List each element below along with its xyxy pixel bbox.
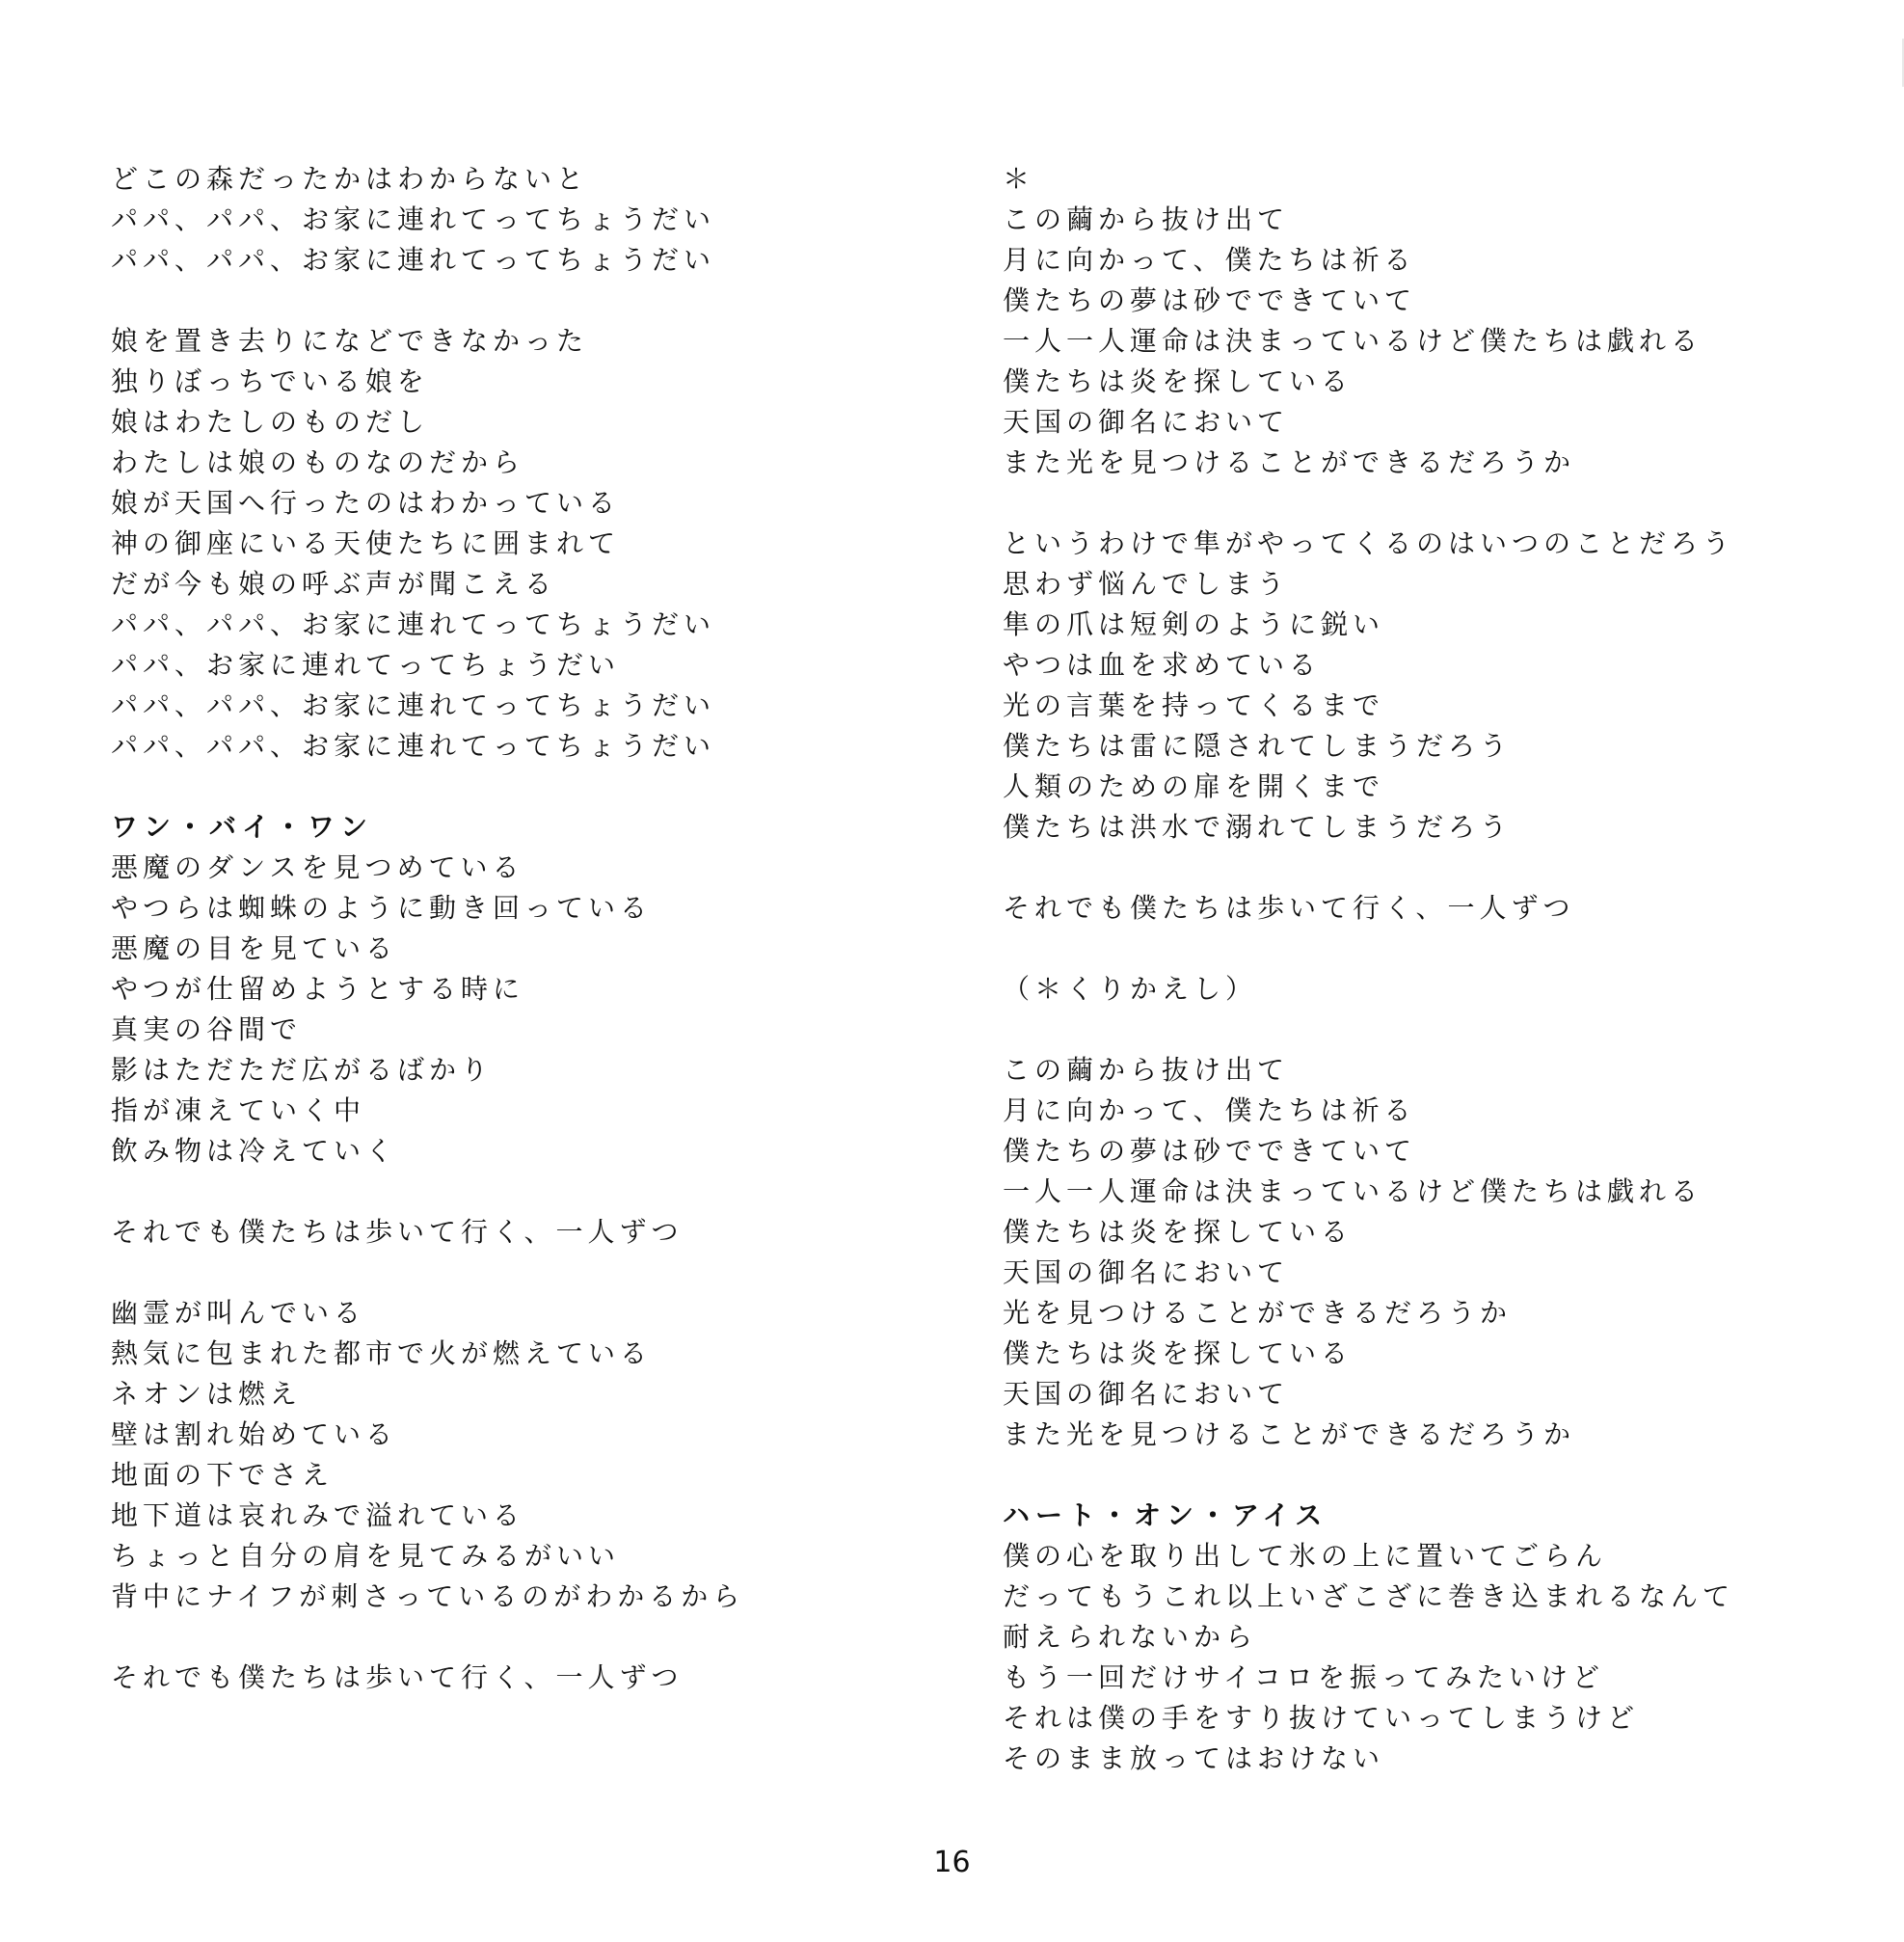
lyric-line: 幽霊が叫んでいる [111, 1297, 366, 1329]
stanza-break [111, 1172, 882, 1212]
song-title: ハート・オン・アイス [1003, 1499, 1328, 1531]
lyric-line: この繭から抜け出て [1003, 203, 1290, 235]
lyric-line: 僕たちは洪水で溺れてしまうだろう [1003, 811, 1513, 843]
lyric-line: 背中にナイフが刺さっているのがわかるから [111, 1580, 745, 1612]
lyric-line: 光の言葉を持ってくるまで [1003, 689, 1385, 721]
lyric-line: 思わず悩んでしまう [1003, 568, 1290, 600]
lyric-line: パパ、パパ、お家に連れてってちょうだい [111, 244, 716, 276]
right-column [1003, 159, 1851, 1779]
lyric-line: 光を見つけることができるだろうか [1003, 1297, 1513, 1329]
stanza-break [1003, 1455, 1851, 1496]
left-column [111, 159, 882, 1698]
lyric-line: 人類のための扉を開くまで [1003, 770, 1385, 802]
stanza-break [111, 1617, 882, 1658]
lyric-line: 悪魔のダンスを見つめている [111, 851, 524, 883]
lyric-line: 娘はわたしのものだし [111, 406, 430, 438]
lyric-line: 悪魔の目を見ている [111, 932, 398, 964]
lyric-line: パパ、パパ、お家に連れてってちょうだい [111, 730, 716, 762]
lyric-line: 耐えられないから [1003, 1621, 1258, 1653]
lyric-line: 影はただただ広がるばかり [111, 1054, 494, 1086]
song-title: ワン・バイ・ワン [111, 811, 374, 843]
stanza-break [111, 1253, 882, 1293]
lyric-line: 天国の御名において [1003, 1378, 1290, 1410]
lyric-line: 僕たちは炎を探している [1003, 1337, 1354, 1369]
lyric-line: 娘が天国へ行ったのはわかっている [111, 487, 621, 519]
lyric-line: また光を見つけることができるだろうか [1003, 1418, 1576, 1450]
lyric-line: だってもうこれ以上いざこざに巻き込まれるなんて [1003, 1580, 1735, 1612]
lyric-line: パパ、パパ、お家に連れてってちょうだい [111, 608, 716, 640]
lyric-line: 月に向かって、僕たちは祈る [1003, 1094, 1416, 1126]
lyric-line: 娘を置き去りになどできなかった [111, 325, 589, 357]
lyric-line: 熱気に包まれた都市で火が燃えている [111, 1337, 653, 1369]
lyric-line: だが今も娘の呼ぶ声が聞こえる [111, 568, 557, 600]
lyric-line: やつらは蜘蛛のように動き回っている [111, 892, 653, 924]
stanza-break [1003, 483, 1851, 524]
lyric-line: 一人一人運命は決まっているけど僕たちは戯れる [1003, 1175, 1703, 1207]
lyric-line: 僕たちは炎を探している [1003, 365, 1354, 397]
lyric-line: 地面の下でさえ [111, 1459, 335, 1491]
lyric-line: そのまま放ってはおけない [1003, 1742, 1385, 1774]
lyric-line: 僕たちは雷に隠されてしまうだろう [1003, 730, 1513, 762]
lyric-line: それは僕の手をすり抜けていってしまうけど [1003, 1702, 1640, 1734]
lyric-line: 僕の心を取り出して氷の上に置いてごらん [1003, 1540, 1608, 1572]
lyric-line: パパ、お家に連れてってちょうだい [111, 649, 621, 681]
page-number: 16 [933, 1846, 971, 1879]
lyric-line: この繭から抜け出て [1003, 1054, 1290, 1086]
lyric-line: 飲み物は冷えていく [111, 1135, 398, 1167]
lyric-line: 天国の御名において [1003, 1256, 1290, 1288]
lyric-line: 僕たちの夢は砂でできていて [1003, 1135, 1417, 1167]
lyric-line: パパ、パパ、お家に連れてってちょうだい [111, 689, 716, 721]
stanza-break [111, 767, 882, 807]
lyric-line: また光を見つけることができるだろうか [1003, 446, 1576, 478]
lyric-line: ネオンは燃え [111, 1378, 303, 1410]
lyric-line: 指が凍えていく中 [111, 1094, 366, 1126]
lyric-line: それでも僕たちは歩いて行く、一人ずつ [111, 1661, 684, 1693]
stanza-break [1003, 929, 1851, 969]
lyric-line: パパ、パパ、お家に連れてってちょうだい [111, 203, 716, 235]
lyric-line: 天国の御名において [1003, 406, 1290, 438]
stanza-break [1003, 848, 1851, 888]
lyric-line: 真実の谷間で [111, 1013, 303, 1045]
lyric-line: やつは血を求めている [1003, 649, 1322, 681]
lyric-line: 月に向かって、僕たちは祈る [1003, 244, 1416, 276]
lyric-line: 神の御座にいる天使たちに囲まれて [111, 527, 621, 559]
lyric-line: もう一回だけサイコロを振ってみたいけど [1003, 1661, 1604, 1693]
lyric-line: 壁は割れ始めている [111, 1418, 398, 1450]
lyric-line: （＊くりかえし） [1003, 973, 1258, 1005]
lyric-line: 独りぼっちでいる娘を [111, 365, 429, 397]
lyric-line: というわけで隼がやってくるのはいつのことだろう [1003, 527, 1735, 559]
lyric-line: 隼の爪は短剣のように鋭い [1003, 608, 1385, 640]
stanza-break [1003, 1010, 1851, 1050]
lyric-line: 地下道は哀れみで溢れている [111, 1499, 525, 1531]
lyric-line: それでも僕たちは歩いて行く、一人ずつ [1003, 892, 1575, 924]
lyric-line: わたしは娘のものなのだから [111, 446, 525, 478]
lyric-line: 一人一人運命は決まっているけど僕たちは戯れる [1003, 325, 1703, 357]
stanza-break [111, 281, 882, 321]
lyric-line: どこの森だったかはわからないと [111, 163, 589, 195]
lyric-line: 僕たちの夢は砂でできていて [1003, 284, 1417, 316]
lyric-line: ちょっと自分の肩を見てみるがいい [111, 1540, 621, 1572]
lyric-line: 僕たちは炎を探している [1003, 1216, 1354, 1248]
lyric-line: ＊ [1003, 163, 1035, 195]
lyric-line: それでも僕たちは歩いて行く、一人ずつ [111, 1216, 684, 1248]
lyric-line: やつが仕留めようとする時に [111, 973, 525, 1005]
